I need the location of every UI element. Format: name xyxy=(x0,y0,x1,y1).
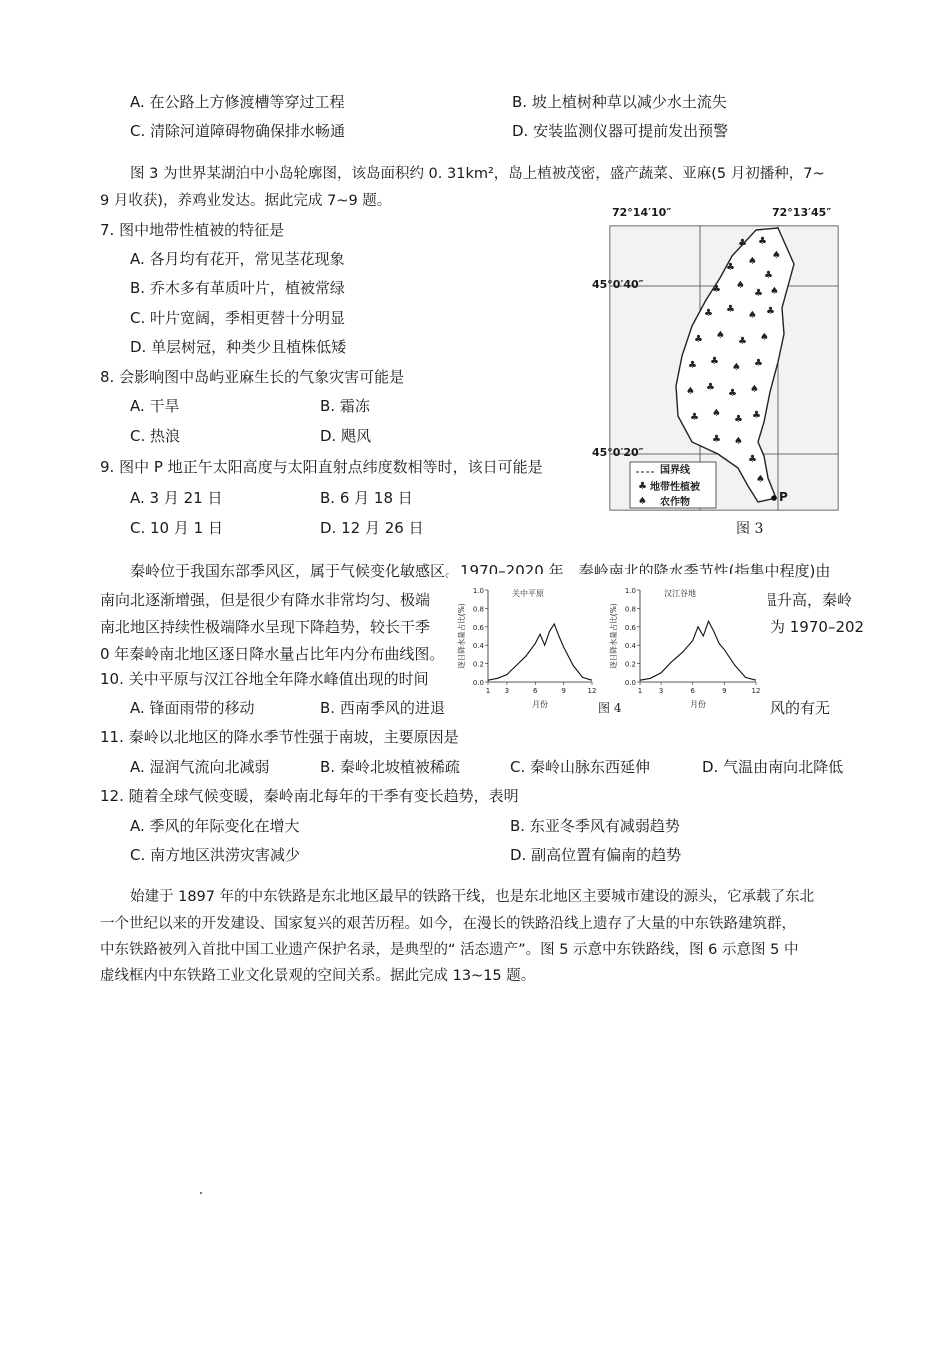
q8-option-c: C. 热浪 xyxy=(130,427,181,445)
chart0-xtick-label: 1 xyxy=(485,687,491,695)
figure3-legend-crop: 农作物 xyxy=(660,497,690,508)
figure4-caption: 图 4 xyxy=(598,701,622,715)
svg-text:♣: ♣ xyxy=(764,270,773,281)
intro-13-15-line3: 中东铁路被列入首批中国工业遗产保护名录，是典型的“ 活态遗产”。图 5 示意中东铁路线，图 6 示意图 5 中 xyxy=(100,942,799,958)
svg-text:♣: ♣ xyxy=(754,358,763,369)
q7-option-c: C. 叶片宽阔，季相更替十分明显 xyxy=(130,309,346,327)
chart1-ytick-label: 0.8 xyxy=(624,605,636,614)
figure3-legend-border: 国界线 xyxy=(660,465,690,476)
svg-text:♣: ♣ xyxy=(706,382,715,393)
q9-option-d: D. 12 月 26 日 xyxy=(320,519,424,537)
q8-option-d: D. 飓风 xyxy=(320,427,372,445)
svg-text:♠: ♠ xyxy=(732,362,741,373)
chart1-ytick-label: 0.4 xyxy=(624,642,636,651)
q8-option-b: B. 霜冻 xyxy=(320,397,370,415)
intro-10-12-line2-end: 温升高，秦岭 xyxy=(762,591,853,609)
q12-option-d: D. 副高位置有偏南的趋势 xyxy=(510,846,682,864)
svg-text:♠: ♠ xyxy=(748,310,757,321)
chart0-ytick-label: 0.4 xyxy=(472,642,484,651)
intro-13-15-line4: 虚线框内中东铁路工业文化景观的空间关系。据此完成 13~15 题。 xyxy=(100,968,536,984)
chart0-series-line xyxy=(488,624,592,680)
svg-text:♣: ♣ xyxy=(766,306,775,317)
chart1-xtick-label: 6 xyxy=(690,687,695,695)
chart1-xtick-label: 9 xyxy=(722,687,727,695)
figure3-lat-top: 45°0′40″ xyxy=(592,278,644,291)
chart1-series-line xyxy=(640,621,756,680)
chart1-ytick-label: 0.0 xyxy=(624,679,636,687)
svg-text:♣: ♣ xyxy=(726,304,735,315)
q11-stem: 11. 秦岭以北地区的降水季节性强于南坡，主要原因是 xyxy=(100,728,459,746)
intro-10-12-line3: 南北地区持续性极端降水呈现下降趋势，较长干季 xyxy=(100,618,431,636)
chart1-title: 汉江谷地 xyxy=(664,589,696,598)
svg-text:♣: ♣ xyxy=(734,414,743,425)
q9-stem: 9. 图中 P 地正午太阳高度与太阳直射点纬度数相等时，该日可能是 xyxy=(100,458,543,476)
svg-text:♠: ♠ xyxy=(716,330,725,341)
svg-text:♠: ♠ xyxy=(750,384,759,395)
svg-text:♠: ♠ xyxy=(712,408,721,419)
svg-text:♠: ♠ xyxy=(760,332,769,343)
svg-text:♠: ♠ xyxy=(770,286,779,297)
intro-10-12-line3-end: 为 1970–202 xyxy=(770,618,865,636)
svg-text:♣: ♣ xyxy=(694,334,703,345)
svg-text:♠: ♠ xyxy=(734,436,743,447)
svg-text:♠: ♠ xyxy=(736,280,745,291)
svg-text:♣: ♣ xyxy=(758,236,767,247)
intro-7-9-line1: 图 3 为世界某湖泊中小岛轮廓图，该岛面积约 0. 31km²，岛上植被茂密，盛产蔬菜、亚麻(5 月初播种，7~ xyxy=(130,166,825,182)
chart1-ytick-label: 0.2 xyxy=(624,660,636,669)
q8-stem: 8. 会影响图中岛屿亚麻生长的气象灾害可能是 xyxy=(100,368,405,386)
svg-text:♣: ♣ xyxy=(728,388,737,399)
q8-option-a: A. 干旱 xyxy=(130,397,180,415)
q12-stem: 12. 随着全球气候变暖，秦岭南北每年的干季有变长趋势，表明 xyxy=(100,787,519,805)
figure3-legend-vegetation: 地带性植被 xyxy=(650,482,700,493)
svg-text:♠: ♠ xyxy=(748,256,757,267)
chart0-title: 关中平原 xyxy=(512,589,544,598)
svg-text:♣: ♣ xyxy=(752,410,761,421)
chart0-ylabel: 逐日降水量占比(%) xyxy=(457,603,466,669)
q10-stem: 10. 关中平原与汉江谷地全年降水峰值出现的时间 xyxy=(100,670,429,688)
chart1-xtick-label: 1 xyxy=(637,687,643,695)
chart0-ytick-label: 0.6 xyxy=(472,623,484,632)
chart0-ytick-label: 0.0 xyxy=(472,679,484,687)
svg-text:♣: ♣ xyxy=(712,434,721,445)
q11-option-d: D. 气温由南向北降低 xyxy=(702,758,844,776)
figure3-point-p: P xyxy=(779,490,788,504)
intro-10-12-line4: 0 年秦岭南北地区逐日降水量占比年内分布曲线图。 xyxy=(100,645,445,663)
q6-option-b: B. 坡上植树种草以减少水土流失 xyxy=(512,93,727,111)
q10-option-b: B. 西南季风的进退 xyxy=(320,699,445,717)
svg-text:♣: ♣ xyxy=(738,336,747,347)
q10-option-d-fragment: 风的有无 xyxy=(770,699,831,717)
chart1-ytick-label: 1.0 xyxy=(624,587,636,595)
stray-dot xyxy=(200,1192,202,1194)
chart0-xtick-label: 12 xyxy=(587,687,597,695)
q11-option-a: A. 湿润气流向北减弱 xyxy=(130,758,270,776)
intro-13-15-line1: 始建于 1897 年的中东铁路是东北地区最早的铁路干线，也是东北地区主要城市建设的源头，它承载了东北 xyxy=(130,889,815,905)
chart1-xtick-label: 3 xyxy=(658,687,664,695)
q10-option-a: A. 锋面雨带的移动 xyxy=(130,699,255,717)
figure3-island-map xyxy=(608,216,840,512)
chart1-xtick-label: 12 xyxy=(751,687,761,695)
chart0-ytick-label: 0.8 xyxy=(472,605,484,614)
chart0-xtick-label: 9 xyxy=(561,687,566,695)
svg-text:♣: ♣ xyxy=(754,288,763,299)
svg-text:♠: ♠ xyxy=(772,250,781,261)
svg-text:♣: ♣ xyxy=(726,262,735,273)
q11-option-c: C. 秦岭山脉东西延伸 xyxy=(510,758,651,776)
chart0-ytick-label: 0.2 xyxy=(472,660,484,669)
q9-option-b: B. 6 月 18 日 xyxy=(320,489,413,507)
chart0-xtick-label: 3 xyxy=(504,687,510,695)
q6-option-c: C. 清除河道障碍物确保排水畅通 xyxy=(130,122,346,140)
intro-10-12-line2: 南向北逐渐增强，但是很少有降水非常均匀、极端 xyxy=(100,591,431,609)
q7-option-d: D. 单层树冠，种类少且植株低矮 xyxy=(130,338,347,356)
q12-option-c: C. 南方地区洪涝灾害减少 xyxy=(130,846,301,864)
svg-text:♣: ♣ xyxy=(638,481,647,492)
q7-option-a: A. 各月均有花开，常见茎花现象 xyxy=(130,250,345,268)
intro-13-15-line2: 一个世纪以来的开发建设、国家复兴的艰苦历程。如今，在漫长的铁路沿线上遗存了大量的中东铁路建筑群， xyxy=(100,916,796,932)
q9-option-a: A. 3 月 21 日 xyxy=(130,489,223,507)
intro-7-9-line2: 9 月收获)，养鸡业发达。据此完成 7~9 题。 xyxy=(100,193,392,209)
svg-text:♠: ♠ xyxy=(756,474,765,485)
figure3-lat-bottom: 45°0′20″ xyxy=(592,446,644,459)
chart0-xtick-label: 6 xyxy=(533,687,538,695)
q7-stem: 7. 图中地带性植被的特征是 xyxy=(100,221,285,239)
svg-text:♣: ♣ xyxy=(690,412,699,423)
svg-text:♣: ♣ xyxy=(712,284,721,295)
figure3-lon-right: 72°13′45″ xyxy=(772,206,832,219)
figure3-lon-left: 72°14′10″ xyxy=(612,206,672,219)
svg-text:♠: ♠ xyxy=(686,386,695,397)
chart0-xlabel: 月份 xyxy=(532,700,548,709)
intro-10-12-line1: 秦岭位于我国东部季风区，属于气候变化敏感区。1970–2020 年，秦岭南北的降水季节性(指集中程度)由 xyxy=(130,562,831,580)
svg-text:♣: ♣ xyxy=(738,238,747,249)
chart1-xlabel: 月份 xyxy=(690,700,706,709)
chart1-ylabel: 逐日降水量占比(%) xyxy=(609,603,618,669)
svg-text:♠: ♠ xyxy=(638,496,647,507)
svg-text:♣: ♣ xyxy=(704,308,713,319)
svg-text:♣: ♣ xyxy=(748,454,757,465)
chart0-ytick-label: 1.0 xyxy=(472,587,484,595)
svg-text:♣: ♣ xyxy=(710,356,719,367)
q6-option-a: A. 在公路上方修渡槽等穿过工程 xyxy=(130,93,345,111)
q6-option-d: D. 安装监测仪器可提前发出预警 xyxy=(512,122,729,140)
svg-text:♣: ♣ xyxy=(688,360,697,371)
chart1-ytick-label: 0.6 xyxy=(624,623,636,632)
q11-option-b: B. 秦岭北坡植被稀疏 xyxy=(320,758,460,776)
q12-option-b: B. 东亚冬季风有减弱趋势 xyxy=(510,817,680,835)
figure3-caption: 图 3 xyxy=(736,521,764,537)
q9-option-c: C. 10 月 1 日 xyxy=(130,519,223,537)
q12-option-a: A. 季风的年际变化在增大 xyxy=(130,817,300,835)
q7-option-b: B. 乔木多有革质叶片，植被常绿 xyxy=(130,279,345,297)
